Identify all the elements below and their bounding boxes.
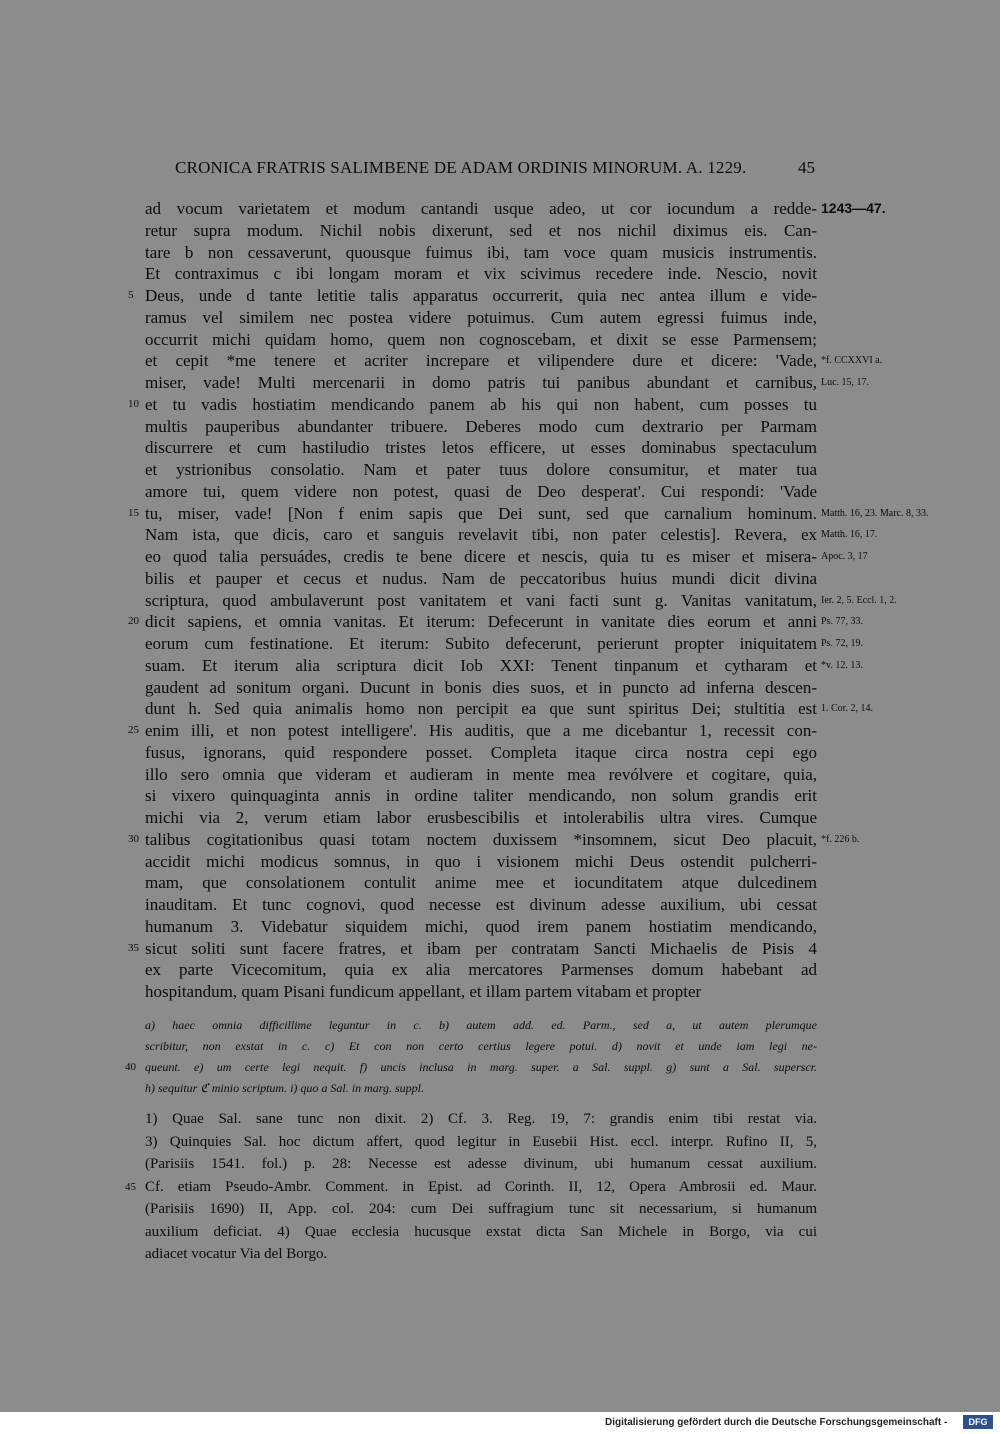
body-line-text: Deus, unde d tante letitie talis apparatus occurrerit, quia nec antea illum e vide- xyxy=(145,286,817,305)
line-number: 15 xyxy=(128,506,139,519)
body-line-text: talibus cogitationibus quasi totam noctem duxissem *insomnem, sicut Deo placuit, xyxy=(145,829,817,849)
note-line-text: (Parisiis 1690) II, App. col. 204: cum Dei suffragium tunc sit necessarium, si humanum xyxy=(145,1201,817,1217)
line-number: 40 xyxy=(125,1061,136,1073)
body-line-text: scriptura, quod ambulaverunt post vanitatem et vani facti sunt g. Vanitas vanitatum, xyxy=(145,590,817,610)
body-line-text: ad vocum varietatem et modum cantandi usque adeo, ut cor iocundum a redde- xyxy=(145,199,817,218)
line-number: 20 xyxy=(128,615,139,628)
body-line-text: multis pauperibus abundanter tribuere. Deberes modo cum dextrario per Parmam xyxy=(145,416,817,436)
body-line xyxy=(145,916,817,938)
body-line xyxy=(128,285,817,307)
body-line-text: et ystrionibus consolatio. Nam et pater tuus dolore consumitur, et mater tua xyxy=(145,460,817,479)
note-line-text: (Parisiis 1541. fol.) p. 28: Necesse est adesse divinum, ubi humanum cessat auxilium. xyxy=(145,1156,817,1172)
body-line xyxy=(145,242,817,264)
line-number: 30 xyxy=(128,832,139,845)
body-line xyxy=(145,655,863,677)
apparatus-line-text: scribitur, non exstat in c. c) Et con non certo certius legere potui. d) novit et unde iam legi ne- xyxy=(145,1039,817,1053)
digitization-credit: Digitalisierung gefördert durch die Deutsche Forschungsgemeinschaft - xyxy=(605,1417,948,1428)
note-line-text: auxilium deficiat. 4) Quae ecclesia hucusque exstat dicta San Michele in Borgo, via cui xyxy=(145,1223,817,1240)
page-number: 45 xyxy=(798,158,815,177)
body-line xyxy=(145,416,817,438)
apparatus-line-text: h) sequitur ℭ minio scriptum. i) quo a Sal. in marg. suppl. xyxy=(145,1081,424,1095)
marginal-note: Ps. 72, 19. xyxy=(821,638,863,649)
body-line xyxy=(145,437,817,459)
main-text xyxy=(128,198,929,1003)
marginal-note: 1243—47. xyxy=(821,200,886,216)
body-line xyxy=(128,503,929,525)
body-line-text: dicit sapiens, et omnia vanitas. Et iterum: Defecerunt in vanitate dies eorum et anni xyxy=(145,612,817,632)
line-number: 35 xyxy=(128,941,139,954)
body-line xyxy=(145,372,870,394)
marginal-note: *f. CCXXVI a. xyxy=(821,355,883,367)
body-line xyxy=(128,829,860,851)
body-line xyxy=(145,807,817,829)
body-line xyxy=(145,851,817,873)
line-number: 10 xyxy=(128,397,139,410)
body-line-text: dunt h. Sed quia animalis homo non percipit ea que sunt spiritus Dei; stultitia est xyxy=(145,699,817,719)
note-line xyxy=(145,1221,817,1244)
body-line-text: Et contraximus c ibi longam moram et vix scivimus recedere inde. Nescio, novit xyxy=(145,264,817,284)
body-line xyxy=(145,329,817,351)
marginal-note: Apoc. 3, 17 xyxy=(821,551,868,562)
body-line-text: sicut soliti sunt facere fratres, et ibam per contratam Sancti Michaelis de Pisis 4 xyxy=(145,938,817,958)
body-line xyxy=(145,677,817,699)
explanatory-notes xyxy=(125,1108,817,1266)
note-line xyxy=(145,1243,817,1266)
body-line-text: tare b non cessaverunt, quousque fuimus ibi, tam voce quam musicis instrumentis. xyxy=(145,242,817,262)
body-line xyxy=(145,546,868,568)
body-line xyxy=(128,720,817,742)
body-line xyxy=(128,611,863,633)
body-line xyxy=(128,394,817,416)
line-number: 25 xyxy=(128,724,139,736)
body-line-text: fusus, ignorans, quid respondere posset. Completa itaque circa nostra cepi ego xyxy=(145,742,817,762)
note-line-text: Cf. etiam Pseudo-Ambr. Comment. in Epist. ad Corinth. II, 12, Opera Ambrosii ed. Maur. xyxy=(145,1178,817,1195)
body-line-text: eorum cum festinatione. Et iterum: Subito defecerunt, perierunt propter iniquitatem xyxy=(145,634,817,653)
marginal-note: *v. 12. 13. xyxy=(821,659,863,671)
body-line xyxy=(145,220,817,242)
body-line xyxy=(145,894,817,916)
note-line xyxy=(125,1176,817,1199)
body-line xyxy=(145,307,817,329)
body-line-text: miser, vade! Multi mercenarii in domo patris tui panibus abundant et carnibus, xyxy=(145,373,817,392)
body-line-text: gaudent ad sonitum organi. Ducunt in bonis dies suos, et in puncto ad inferna descen- xyxy=(145,677,817,697)
body-line xyxy=(145,764,817,786)
marginal-note: *f. 226 b. xyxy=(821,833,860,845)
running-header xyxy=(0,158,1000,182)
body-line xyxy=(145,785,817,807)
body-line xyxy=(145,198,886,220)
body-line-text: si vixero quinquaginta annis in ordine taliter mendicando, non solum grandis erit xyxy=(145,786,817,806)
body-line-text: amore tui, quem videre non potest, quasi de Deo desperat'. Cui respondi: 'Vade xyxy=(145,481,817,501)
marginal-note: Matth. 16, 23. Marc. 8, 33. xyxy=(821,507,929,519)
marginal-note: Ier. 2, 5. Eccl. 1, 2. xyxy=(821,594,897,606)
note-line-text: 1) Quae Sal. sane tunc non dixit. 2) Cf. 3. Reg. 19, 7: grandis enim tibi restat via. xyxy=(145,1111,817,1127)
body-line xyxy=(145,481,817,503)
apparatus-line-text: a) haec omnia difficillime leguntur in c. b) autem add. ed. Parm., sed a, ut autem plerumque xyxy=(145,1018,817,1032)
body-line xyxy=(145,568,817,590)
note-line xyxy=(145,1198,817,1221)
body-line-text: retur supra modum. Nichil nobis dixerunt, sed et nos nichil diximus eis. Can- xyxy=(145,220,817,240)
body-line xyxy=(145,698,873,720)
body-line-text: mam, que consolationem contulit anime mee et iocunditatem atque dulcedinem xyxy=(145,873,817,893)
body-line xyxy=(145,872,817,894)
apparatus-line xyxy=(145,1078,817,1099)
body-line xyxy=(145,524,878,546)
marginal-note: Luc. 15, 17. xyxy=(821,377,870,388)
apparatus-line xyxy=(145,1015,817,1036)
body-line xyxy=(145,590,897,612)
body-line-text: illo sero omnia que videram et audieram in mente mea revólvere et cogitare, quia, xyxy=(145,764,817,784)
body-line-text: Nam ista, que dicis, caro et sanguis revelavit tibi, non pater celestis]. Revera, ex xyxy=(145,525,817,545)
note-line-text: 3) Quinquies Sal. hoc dictum affert, quod legitur in Eusebii Hist. eccl. interpr. Rufino II, 5, xyxy=(145,1133,817,1150)
body-line xyxy=(145,742,817,764)
body-line-text: suam. Et iterum alia scriptura dicit Iob XXI: Tenent tinpanum et cytharam et xyxy=(145,655,817,675)
line-number: 45 xyxy=(125,1180,136,1193)
body-line xyxy=(128,938,817,960)
note-line xyxy=(145,1131,817,1154)
body-line-text: enim illi, et non potest intelligere'. His auditis, que a me dicebantur 1, recessit con- xyxy=(145,721,817,740)
marginal-note: Matth. 16, 17. xyxy=(821,529,878,541)
body-line-text: inauditam. Et tunc cognovi, quod necesse est divinum adesse auxilium, ubi cessat xyxy=(145,895,817,914)
body-line-text: hospitandum, quam Pisani fundicum appellant, et illam partem vitabam et propter xyxy=(145,982,702,1001)
body-line-text: ex parte Vicecomitum, quia ex alia mercatores Parmenses domum habebant ad xyxy=(145,960,817,980)
apparatus-line xyxy=(125,1057,817,1078)
note-line xyxy=(145,1108,817,1131)
note-line-text: adiacet vocatur Via del Borgo. xyxy=(145,1246,328,1262)
dfg-logo: DFG xyxy=(963,1415,993,1429)
body-line-text: eo quod talia persuádes, credis te bene dicere et nescis, quia tu es miser et misera- xyxy=(145,547,817,566)
body-line xyxy=(145,633,863,655)
body-line-text: humanum 3. Videbatur siquidem michi, quod irem panem hostiatim mendicando, xyxy=(145,916,817,936)
running-title: CRONICA FRATRIS SALIMBENE DE ADAM ORDINIS MINORUM. A. 1229. xyxy=(175,158,747,177)
body-line-text: occurrit michi quidam homo, quem non cognoscebam, et dixit se esse Parmensem; xyxy=(145,329,817,349)
body-line-text: michi via 2, verum etiam labor erusbescibilis et intolerabilis ultra vires. Cumque xyxy=(145,808,817,827)
critical-apparatus xyxy=(125,1015,817,1099)
body-line-text: discurrere et cum hastiludio tristes letos efficere, ut esses dominabus spectaculum xyxy=(145,438,817,458)
body-line xyxy=(145,350,883,372)
body-line xyxy=(145,959,817,981)
line-number: 5 xyxy=(128,289,134,301)
body-line-text: ramus vel similem nec postea videre potuimus. Cum autem egressi fuimus inde, xyxy=(145,307,817,327)
apparatus-line xyxy=(145,1036,817,1057)
marginal-note: 1. Cor. 2, 14. xyxy=(821,703,873,715)
body-line-text: tu, miser, vade! [Non f enim sapis que Dei sunt, sed que carnalium hominum. xyxy=(145,503,817,523)
body-line-text: bilis et pauper et cecus et nudus. Nam de peccatoribus huius mundi dicit divina xyxy=(145,568,817,588)
body-line-text: accidit michi modicus somnus, in quo i visionem michi Deus ostendit pulcherri- xyxy=(145,851,817,871)
body-line xyxy=(145,459,817,481)
body-line xyxy=(145,263,817,285)
marginal-note: Ps. 77, 33. xyxy=(821,616,863,628)
body-line-text: et tu vadis hostiatim mendicando panem ab his qui non habent, cum posses tu xyxy=(145,394,817,414)
apparatus-line-text: queunt. e) um certe legi nequit. f) uncis inclusa in marg. super. a Sal. suppl. g) sunt a Sal. superscr. xyxy=(145,1060,817,1074)
body-line-text: et cepit *me tenere et acriter increpare et vilipendere dure et dicere: 'Vade, xyxy=(145,351,817,371)
note-line xyxy=(145,1153,817,1176)
body-line xyxy=(145,981,817,1003)
